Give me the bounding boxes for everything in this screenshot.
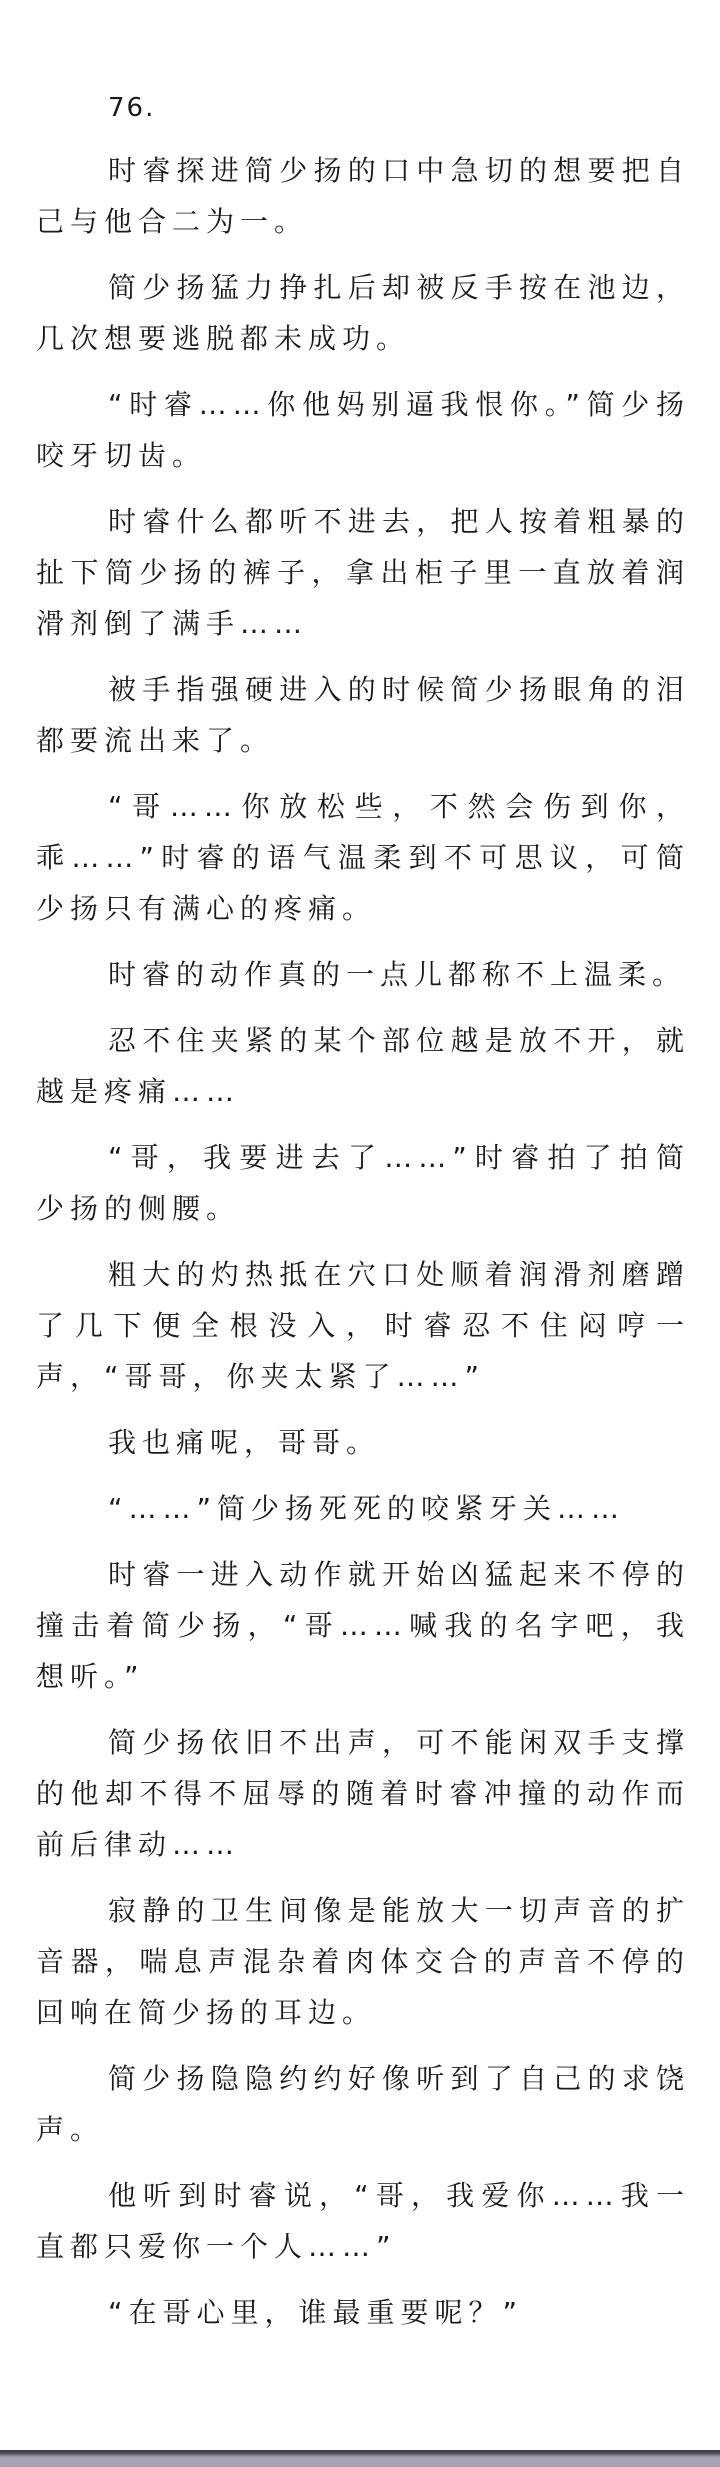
- paragraph: “哥……你放松些，不然会伤到你，乖……”时睿的语气温柔到不可思议，可简少扬只有满心的疼痛。: [36, 790, 690, 925]
- paragraph: 简少扬隐隐约约好像听到了自己的求饶声。: [36, 2062, 690, 2146]
- paragraph: 他听到时睿说，“哥，我爱你……我一直都只爱你一个人……”: [36, 2179, 690, 2263]
- paragraph: “时睿……你他妈别逼我恨你。”简少扬咬牙切齿。: [36, 388, 690, 472]
- paragraph: 被手指强硬进入的时候简少扬眼角的泪都要流出来了。: [36, 673, 690, 757]
- paragraph: 忍不住夹紧的某个部位越是放不开，就越是疼痛……: [36, 1024, 690, 1108]
- paragraph: 我也痛呢，哥哥。: [108, 1426, 381, 1459]
- paragraph: 寂静的卫生间像是能放大一切声音的扩音器，喘息声混杂着肉体交合的声音不停的回响在简少扬的耳边。: [36, 1894, 690, 2029]
- paragraph: 时睿一进入动作就开始凶猛起来不停的撞击着简少扬，“哥……喊我的名字吧，我想听。”: [36, 1558, 690, 1693]
- chapter-number: 76.: [108, 93, 156, 123]
- paragraph: 时睿探进简少扬的口中急切的想要把自己与他合二为一。: [36, 154, 690, 238]
- paragraph: “在哥心里，谁最重要呢？”: [108, 2296, 524, 2329]
- paragraph: 简少扬依旧不出声，可不能闲双手支撑的他却不得不屈辱的随着时睿冲撞的动作而前后律动……: [36, 1726, 690, 1861]
- paragraph: “哥，我要进去了……”时睿拍了拍简少扬的侧腰。: [36, 1141, 690, 1225]
- paragraph: 简少扬猛力挣扎后却被反手按在池边，几次想要逃脱都未成功。: [36, 271, 690, 355]
- chapter-text: [36, 145, 690, 2338]
- bottom-bar: [0, 2450, 720, 2467]
- paragraph: 粗大的灼热抵在穴口处顺着润滑剂磨蹭了几下便全根没入，时睿忍不住闷哼一声，“哥哥，你夹太紧了……”: [36, 1258, 690, 1393]
- paragraph: 时睿什么都听不进去，把人按着粗暴的扯下简少扬的裤子，拿出柜子里一直放着润滑剂倒了满手……: [36, 505, 690, 640]
- paragraph: “……”简少扬死死的咬紧牙关……: [108, 1492, 626, 1525]
- paragraph: 时睿的动作真的一点儿都称不上温柔。: [108, 958, 687, 991]
